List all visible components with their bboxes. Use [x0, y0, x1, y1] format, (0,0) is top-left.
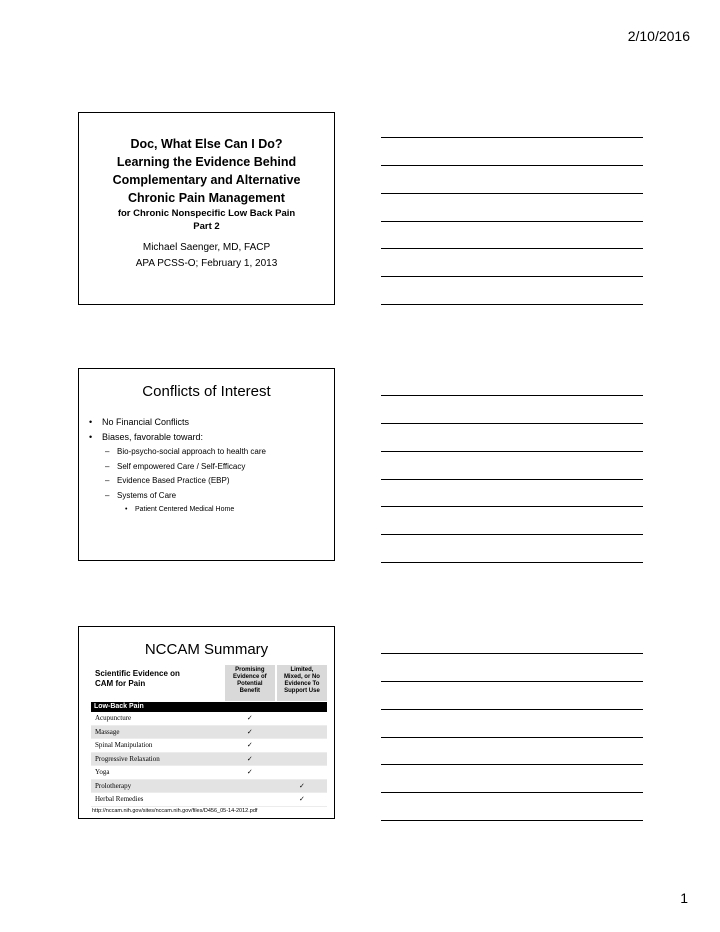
slide-3-title: NCCAM Summary: [144, 641, 269, 658]
slide-1-thumbnail: [78, 112, 335, 305]
header-line: Support Use: [284, 688, 320, 694]
therapy-name: Herbal Remedies: [95, 795, 144, 803]
check-icon: [225, 780, 275, 793]
slide-2-thumbnail: [78, 368, 335, 561]
check-icon: ✓: [299, 781, 305, 790]
check-icon: [277, 712, 327, 725]
title-line: Complementary and Alternative: [112, 173, 301, 187]
therapy-name: Prolotherapy: [95, 781, 132, 790]
table-row: [91, 793, 327, 807]
header-line: Evidence To: [284, 681, 320, 687]
check-icon: [277, 726, 327, 739]
header-line: Mixed, or No: [283, 674, 320, 680]
subtitle-line: Part 2: [193, 221, 220, 232]
table-section-header: Low-Back Pain: [91, 702, 327, 712]
check-icon: [277, 739, 327, 752]
sub-bullet: – Bio-psycho-social approach to health care: [89, 445, 326, 460]
table-row: [91, 739, 327, 753]
slide-1-byline: [79, 240, 334, 272]
check-icon: ✓: [246, 768, 253, 776]
slide-3-thumbnail: [78, 626, 335, 819]
sub-bullet: – Evidence Based Practice (EBP): [89, 474, 326, 489]
sub-bullet: – Self empowered Care / Self-Efficacy: [89, 460, 326, 475]
header-line: Benefit: [239, 688, 260, 694]
table-row: [91, 712, 327, 726]
slide-1-title: [79, 135, 334, 233]
title-line: Learning the Evidence Behind: [116, 155, 297, 169]
subtitle-line: for Chronic Nonspecific Low Back Pain: [117, 208, 296, 219]
table-row: [91, 753, 327, 767]
therapy-name: Acupuncture: [95, 714, 132, 722]
sub-sub-bullet: • Patient Centered Medical Home: [89, 503, 326, 517]
author: Michael Saenger, MD, FACP: [142, 242, 271, 253]
column-header-promising: [225, 665, 275, 701]
header-line: Promising: [235, 667, 265, 673]
bullet-list: [89, 415, 326, 517]
check-icon: ✓: [299, 795, 305, 803]
header-line: Limited,: [290, 667, 314, 673]
table-row: [91, 780, 327, 794]
title-line: Chronic Pain Management: [128, 191, 285, 205]
check-icon: ✓: [246, 741, 253, 749]
title-line: Doc, What Else Can I Do?: [130, 137, 283, 151]
evidence-table: [91, 665, 327, 807]
check-icon: [277, 753, 327, 766]
check-icon: ✓: [246, 754, 253, 763]
sub-bullet: – Systems of Care: [89, 489, 326, 504]
table-header: [91, 665, 327, 701]
check-icon: ✓: [246, 714, 253, 722]
bullet: • No Financial Conflicts: [89, 415, 326, 430]
heading-line: CAM for Pain: [95, 679, 146, 688]
heading-line: Scientific Evidence on: [95, 669, 180, 678]
therapy-name: Yoga: [95, 768, 110, 776]
table-heading: [91, 665, 223, 701]
page-number: 1: [680, 890, 688, 906]
slide-2-title: Conflicts of Interest: [142, 383, 271, 400]
bullet: • Biases, favorable toward:: [89, 430, 326, 445]
therapy-name: Progressive Relaxation: [95, 754, 160, 763]
event-info: APA PCSS-O; February 1, 2013: [135, 258, 278, 269]
table-row: [91, 766, 327, 780]
header-line: Evidence of: [232, 674, 267, 680]
table-row: [91, 726, 327, 740]
check-icon: ✓: [246, 727, 253, 736]
source-url: http://nccam.nih.gov/sites/nccam.nih.gov/files/D456_05-14-2012.pdf: [92, 808, 258, 814]
header-date: 2/10/2016: [627, 28, 690, 44]
check-icon: [277, 766, 327, 779]
column-header-limited: [277, 665, 327, 701]
therapy-name: Spinal Manipulation: [95, 741, 153, 749]
therapy-name: Massage: [95, 727, 120, 736]
check-icon: [225, 793, 275, 806]
header-line: Potential: [237, 681, 263, 687]
